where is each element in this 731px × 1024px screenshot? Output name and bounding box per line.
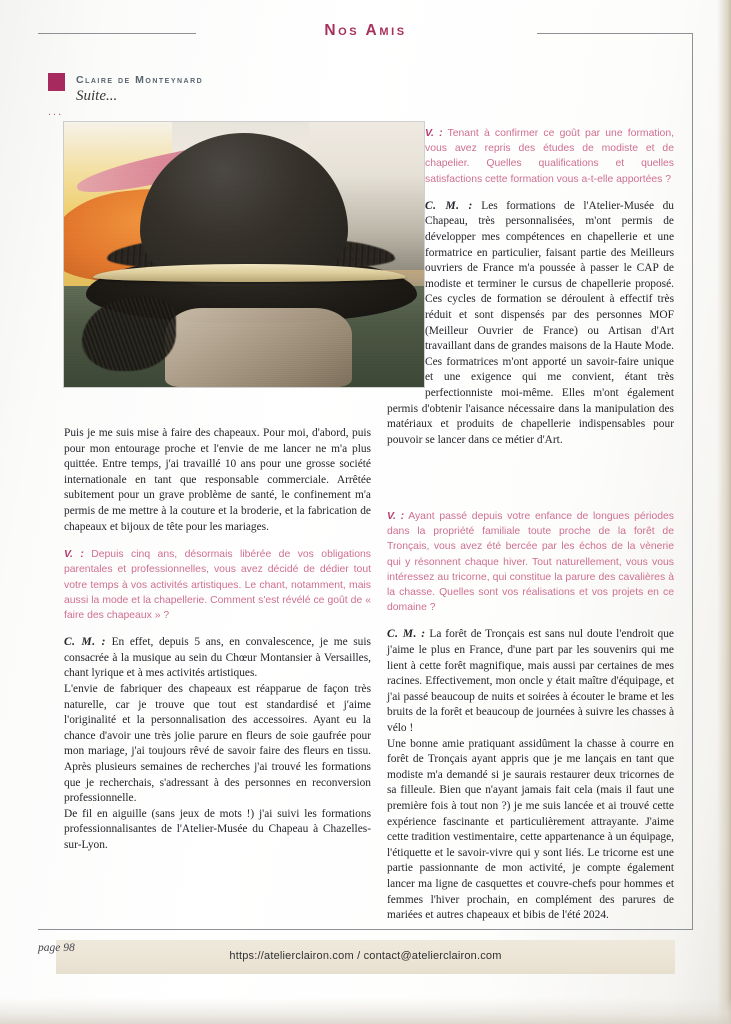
answer-3-part2: Une bonne amie pratiquant assidûment la chasse à courre en forêt de Tronçais ayant appris que je me lançais en tant que modiste m'a demandé si je saurais restaurer deux tricornes de sa filleule. Bien que n'ayant jamais fait cela (mais il faut une première fois à tout non ?) je me suis lancée et ai trouvé cette expérience fascinante et particulièrement attrayante. J'aime cette tradition vestimentaire, cette appartenance à un équipage, l'étiquette et le savoir-vivre qui y sont liés. Le tricorne est une partie passionnante de mon activité, je compte également lancer ma ligne de casquettes et couvre-chefs pour hommes et femmes l'hiver prochain, en complément des parures de mariées et autres chapeaux et bibis de l'été 2024. [387, 737, 674, 922]
question-2-text: Tenant à confirmer ce goût par une formation, vous avez repris des études de modiste et de chapelier. Quelles qualifications et quelles satisfactions cette formation vous a-t-elle apportées ? [425, 128, 674, 185]
magazine-page [38, 14, 693, 988]
lead-ellipsis: ... [48, 106, 64, 118]
answer-2 [387, 199, 674, 449]
paragraph-intro: Puis je me suis mise à faire des chapeaux. Pour moi, d'abord, puis pour mon entourage proche et l'envie de me lancer ne m'a plus quittée. Entre temps, j'ai travaillé 10 ans pour une grosse société internationale en tant que responsable commerciale. Arrêtée subitement pour un grave problème de santé, le confinement m'a permis de me mettre à la couture et la broderie, et la fabrication de chapeaux et bijoux de tête pour les mariages. [64, 427, 371, 533]
byline-author: Claire de Monteynard [76, 74, 204, 86]
question-2-speaker: V. : [425, 128, 443, 139]
answer-2-text: Les formations de l'Atelier-Musée du Chapeau, très personnalisées, m'ont permis de développer mes compétences en chapellerie et une formatrice en particulier, faisant partie des Meilleurs ouvriers de France m'a poussée à passer le CAP de modiste et terminer le cursus de chapellerie proposé. Ces cycles de formation se déroulent à effectif très réduit et sont dispensés par des personnes MOF (Meilleur Ouvrier de France) ou Artisan d'Art travaillant dans de grandes maisons de la Haute Mode. Ces formatrices m'ont apporté un savoir-faire unique et une exigence qui me convient, étant très perfectionniste moi-même. Elles m'ont également permis d'obtenir l'aisance nécessaire dans la manipulation des matériaux et produits de chapellerie indispensables pour pouvoir se lancer dans ce métier d'Art. [387, 199, 674, 446]
answer-2-speaker: C. M. : [425, 199, 473, 212]
question-3 [387, 509, 674, 615]
right-column-lower [387, 509, 674, 924]
question-1-text: Depuis cinq ans, désormais libérée de vos obligations parentales et professionnelles, vous avez décidé de dédier tout votre temps à vos activités artistiques. Le chant, notamment, mais aussi la mode et la chapellerie. Comment s'est révélé ce goût de « faire des chapeaux » ? [64, 549, 371, 621]
photo-text-wrap-spacer [387, 126, 425, 394]
byline-marker-square [48, 73, 65, 91]
scan-edge-bottom [0, 998, 731, 1024]
scan-edge-right [717, 0, 731, 1024]
answer-1 [64, 635, 371, 682]
answer-3-speaker: C. M. : [387, 628, 426, 641]
page-title: Nos Amis [324, 22, 407, 39]
answer-1-text: En effet, depuis 5 ans, en convalescence, je me suis consacrée à la musique au sein du Chœur Montansier à Versailles, chant lyrique et à mes activités artistiques. [64, 636, 371, 680]
hat-photograph [64, 122, 424, 387]
contact-link[interactable]: https://atelierclairon.com / contact@atelierclairon.com [229, 950, 502, 962]
photo-grain [64, 122, 424, 387]
question-1 [64, 547, 371, 623]
page-number: page 98 [38, 942, 75, 954]
byline-continuation: Suite... [76, 88, 118, 104]
page-border-right [692, 33, 693, 930]
question-1-speaker: V. : [64, 549, 84, 561]
answer-3 [387, 627, 674, 736]
answer-1-part2: L'envie de fabriquer des chapeaux est réapparue de façon très naturelle, car je trouve que tout est standardisé et j'aime l'originalité et la personnalisation des accessoires. Ayant eu la chance d'avoir une très jolie parure en fleurs de soie gaufrée pour mon mariage, j'ai toujours rêvé de savoir faire des fleurs en tissu. Après plusieurs semaines de recherches j'ai trouvé les formations que je recherchais, s'adressant à des personnes en reconversion professionnelle. [64, 682, 371, 805]
answer-1-speaker: C. M. : [64, 636, 106, 649]
right-column [387, 126, 674, 448]
question-3-speaker: V. : [387, 511, 405, 522]
page-border-bottom [38, 929, 693, 930]
answer-3-text: La forêt de Tronçais est sans nul doute l'endroit que j'aime le plus en France, d'une part par les souvenirs qui me lient à cette forêt magnifique, mais aussi par certaines de mes racines. Effectivement, mon oncle y était maître d'équipage, et j'ai passé beaucoup de nuits et soirées à écouter le brame et les bruits de la forêt et beaucoup de journées à suivre les chasses à vélo ! [387, 628, 674, 734]
question-2 [387, 126, 674, 187]
left-column [64, 426, 371, 853]
question-3-text: Ayant passé depuis votre enfance de longues périodes dans la propriété familiale toute proche de la forêt de Tronçais, vous avez été bercée par les échos de la vènerie qui y résonnent chaque hiver. Tout naturellement, vous vous intéressez au tricorne, qui constitue la parure des cavalières à la chasse. Quelles sont vos réalisations et vos projets en ce domaine ? [387, 511, 674, 614]
answer-1-part3: De fil en aiguille (sans jeux de mots !) j'ai suivi les formations professionnalisantes de l'Atelier-Musée du Chapeau à Chazelles-sur-Lyon. [64, 807, 371, 851]
